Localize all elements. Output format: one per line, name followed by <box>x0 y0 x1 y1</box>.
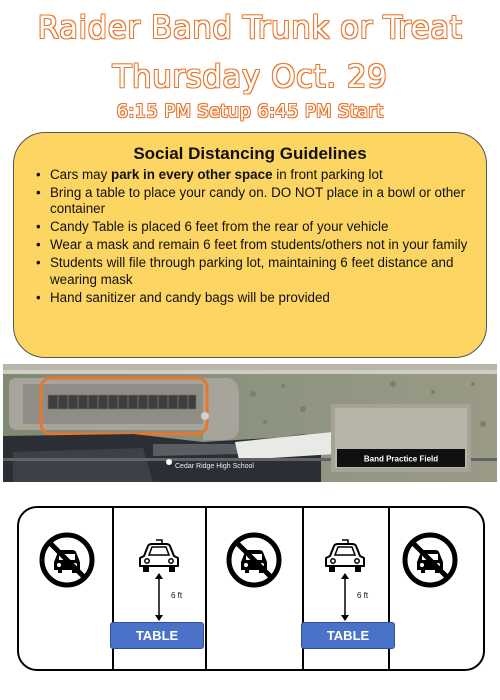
car-icon <box>322 536 368 574</box>
arrow-icon <box>154 573 164 621</box>
no-parking-icon <box>39 532 95 588</box>
candy-table-label: TABLE <box>301 622 395 649</box>
event-date: Thursday Oct. 29 <box>112 59 388 95</box>
guidelines-list <box>32 167 468 306</box>
guideline-text: in front parking lot <box>272 167 383 182</box>
guideline-item: • Hand sanitizer and candy bags will be provided <box>50 290 468 307</box>
guidelines-heading: Social Distancing Guidelines <box>133 144 367 163</box>
aerial-map <box>3 364 497 482</box>
car-icon <box>136 536 182 574</box>
aerial-map-image <box>3 364 497 482</box>
space-divider <box>205 508 207 669</box>
guidelines-panel <box>13 132 487 358</box>
parking-diagram <box>17 506 485 671</box>
guideline-item: • Students will file through parking lot, maintaining 6 feet distance and wearing mask <box>50 255 468 288</box>
guideline-item: • Bring a table to place your candy on. DO NOT place in a bowl or other container <box>50 185 468 218</box>
arrow-icon <box>340 573 350 621</box>
guideline-emphasis: park in every other space <box>111 167 273 182</box>
guideline-item <box>50 167 468 184</box>
event-times: 6:15 PM Setup 6:45 PM Start <box>116 101 384 122</box>
no-parking-icon <box>226 532 282 588</box>
event-title: Raider Band Trunk or Treat <box>37 10 463 46</box>
guideline-text: Cars may <box>50 167 112 182</box>
guideline-item: • Wear a mask and remain 6 feet from students/others not in your family <box>50 237 468 254</box>
candy-table-label: TABLE <box>110 622 204 649</box>
distance-label: 6 ft <box>171 591 183 600</box>
guideline-item: • Candy Table is placed 6 feet from the rear of your vehicle <box>50 219 468 236</box>
no-parking-icon <box>402 532 458 588</box>
field-label: Band Practice Field <box>363 454 439 464</box>
distance-label: 6 ft <box>357 591 369 600</box>
school-label: Cedar Ridge High School <box>175 463 254 470</box>
